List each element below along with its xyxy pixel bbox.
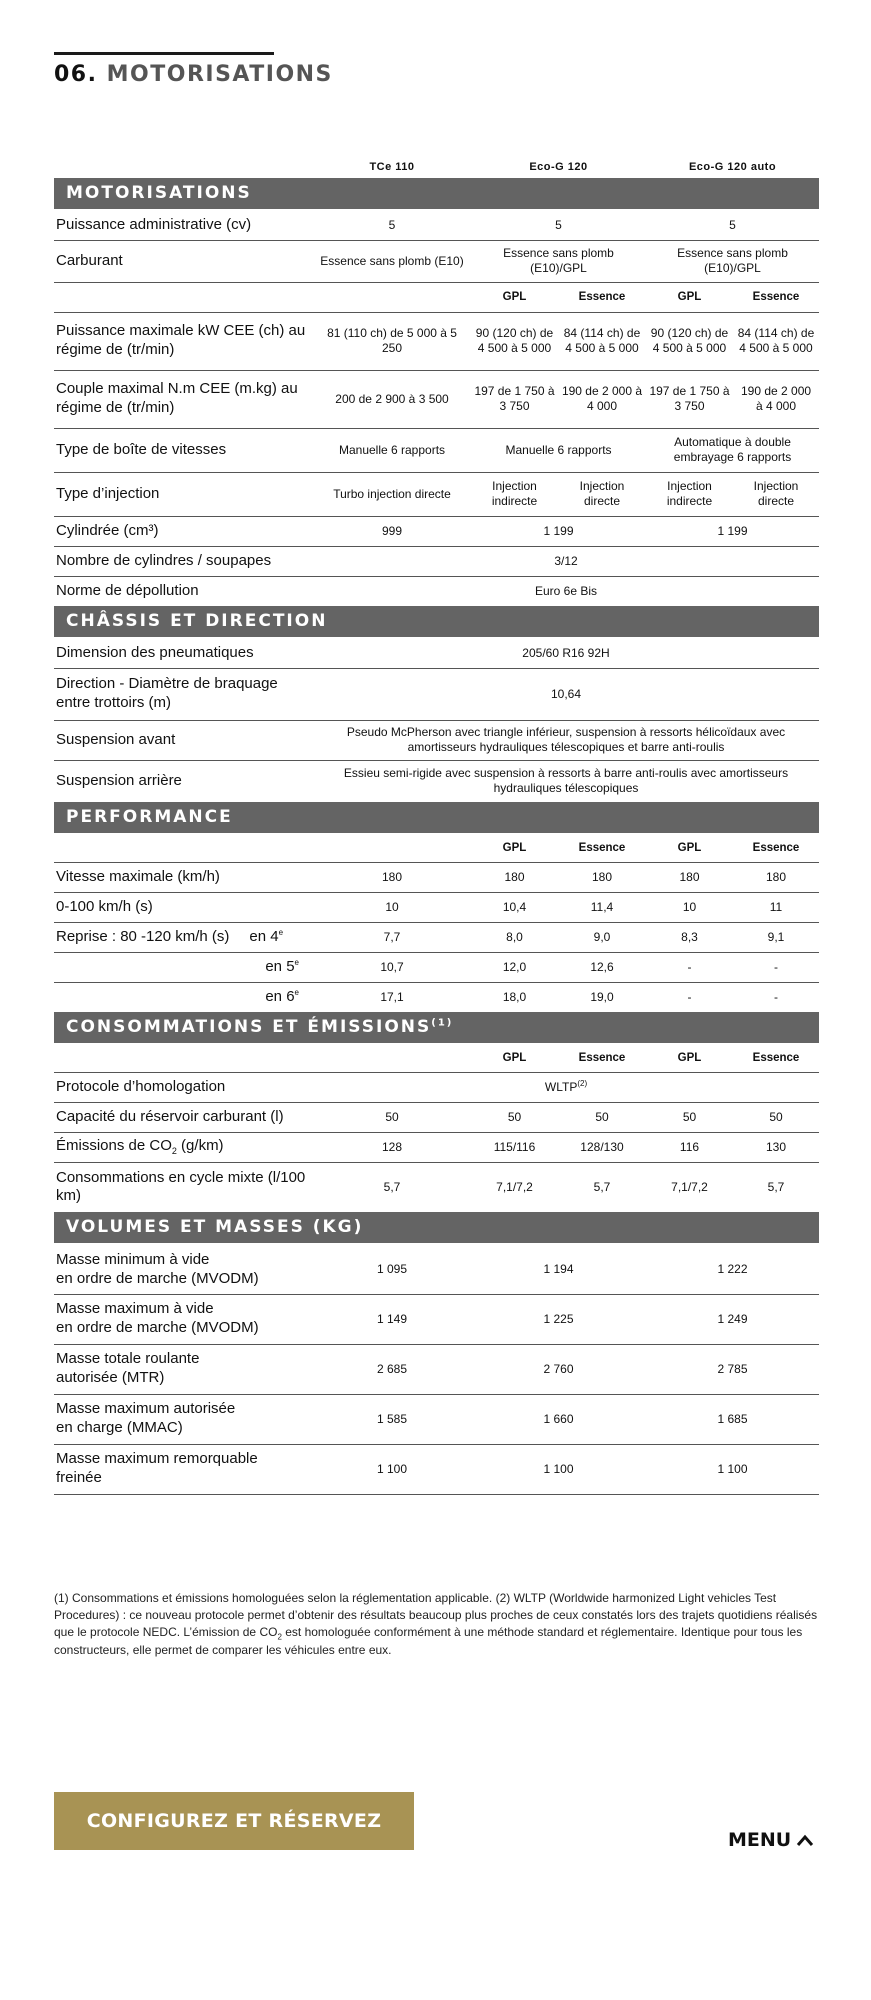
row-protocole: Protocole d’homologation WLTP$^{(2)}$ [54, 1072, 819, 1102]
row-puissance-administrative: Puissance administrative (cv) 5 5 5 [54, 210, 819, 240]
row-acceleration: 0-100 km/h (s) 10 10,4 11,4 10 11 [54, 892, 819, 922]
row-label: Direction - Diamètre de braquage entre trottoirs (m) [54, 668, 313, 720]
row-label: Consommations en cycle mixte (l/100 km) [56, 1168, 306, 1205]
row-masse-max-vide: Masse maximum à vide en ordre de marche (MVODM) 1 149 1 225 1 249 [54, 1294, 819, 1344]
row-label: Suspension avant [54, 720, 313, 760]
row-label: Masse maximum à vide en ordre de marche (MVODM) [54, 1294, 313, 1344]
row-mmac: Masse maximum autorisée en charge (MMAC) 1 585 1 660 1 685 [54, 1394, 819, 1444]
row-reprise-6e: en 6e 17,1 18,0 19,0 - - [54, 982, 819, 1012]
row-carburant: Carburant Essence sans plomb (E10) Essence sans plomb (E10)/GPL Essence sans plomb (E10)/GPL [54, 240, 819, 282]
row-label: en 6e [265, 987, 299, 1005]
row-label: Masse minimum à vide en ordre de marche (MVODM) [54, 1244, 313, 1294]
specs-table [54, 158, 819, 1495]
row-masse-remorquable: Masse maximum remorquable freinée 1 100 1 100 1 100 [54, 1444, 819, 1494]
row-mtr: Masse totale roulante autorisée (MTR) 2 685 2 760 2 785 [54, 1344, 819, 1394]
row-cylindres-soupapes: Nombre de cylindres / soupapes 3/12 [54, 546, 819, 576]
row-reservoir: Capacité du réservoir carburant (l) 50 50 50 50 50 [54, 1102, 819, 1132]
row-reprise-5e: en 5e 10,7 12,0 12,6 - - [54, 952, 819, 982]
row-direction: Direction - Diamètre de braquage entre trottoirs (m) 10,64 [54, 668, 819, 720]
chevron-up-icon [796, 1833, 814, 1847]
row-type-injection: Type d’injection Turbo injection directe Injection indirecte Injection directe Injection indirecte Injection directe [54, 472, 819, 516]
page-title [54, 62, 333, 87]
model-tce110: TCe 110 [369, 161, 415, 174]
row-couple-maximal: Couple maximal N.m CEE (m.kg) au régime de (tr/min) 200 de 2 900 à 3 500 197 de 1 750 à 3 750 190 de 2 000 à 4 000 197 de 1 750 à 3 750 190 de 2 000 à 4 000 [54, 370, 819, 428]
footnote: (1) Consommations et émissions homologuées selon la réglementation applicable. (2) WLTP (Worldwide harmonized Light vehicles Test Procedures) : ce nouveau protocole permet d’obtenir des résultats beaucoup plus proches de ceux constatés lors des trajets quotidiens réalisés que le protocole NEDC. L’émission de $CO_2$ est homologuée conformément à une méthode standard et réglementaire. Identique pour tous les constructeurs, elle permet de comparer les véhicules entre eux. [54, 1591, 818, 1658]
row-reprise-4e: Reprise : 80 -120 km/h (s) en 4e 7,7 8,0 9,0 8,3 9,1 [54, 922, 819, 952]
section-header-chassis: CHÂSSIS ET DIRECTION [54, 606, 819, 638]
row-label: Masse totale roulante autorisée (MTR) [54, 1344, 313, 1394]
row-vitesse-maximale: Vitesse maximale (km/h) 180 180 180 180 180 [54, 862, 819, 892]
fuel-subheader-row: GPL Essence GPL Essence [54, 282, 819, 312]
model-ecog120: Eco-G 120 [529, 161, 588, 174]
row-label: Protocole d’homologation [54, 1072, 313, 1102]
configure-reserve-button[interactable]: CONFIGUREZ ET RÉSERVEZ [54, 1792, 414, 1850]
row-suspension-arriere: Suspension arrière Essieu semi-rigide avec suspension à ressorts à barre anti-roulis avec amortisseurs hydrauliques télescopiques [54, 760, 819, 802]
row-label: Carburant [54, 240, 313, 282]
row-cylindree: Cylindrée (cm³) 999 1 199 1 199 [54, 516, 819, 546]
row-label: 0-100 km/h (s) [54, 892, 313, 922]
title-rule [54, 52, 274, 55]
row-masse-min-vide: Masse minimum à vide en ordre de marche (MVODM) 1 095 1 194 1 222 [54, 1244, 819, 1294]
row-boite-vitesses: Type de boîte de vitesses Manuelle 6 rapports Manuelle 6 rapports Automatique à double embrayage 6 rapports [54, 428, 819, 472]
row-label: Cylindrée (cm³) [54, 516, 313, 546]
row-label: Puissance maximale kW CEE (ch) au régime de (tr/min) [54, 312, 313, 370]
row-label: Couple maximal N.m CEE (m.kg) au régime de (tr/min) [54, 370, 313, 428]
row-label: Émissions de $CO_2$ (g/km) [54, 1132, 313, 1162]
menu-label: MENU [728, 1829, 792, 1851]
model-ecog120-auto: Eco-G 120 auto [688, 161, 777, 174]
section-header-volumes: VOLUMES ET MASSES (KG) [54, 1212, 819, 1244]
row-emissions-co2: Émissions de $CO_2$ (g/km) 128 115/116 128/130 116 130 [54, 1132, 819, 1162]
row-label: Suspension arrière [56, 771, 182, 789]
row-label: Vitesse maximale (km/h) [54, 862, 313, 892]
section-header-performance: PERFORMANCE [54, 802, 819, 834]
row-label: Capacité du réservoir carburant (l) [54, 1102, 313, 1132]
row-label: Type d’injection [54, 472, 313, 516]
row-conso-mixte: Consommations en cycle mixte (l/100 km) 5,7 7,1/7,2 5,7 7,1/7,2 5,7 [54, 1162, 819, 1212]
row-label: Masse maximum autorisée en charge (MMAC) [54, 1394, 313, 1444]
section-header-consommations: CONSOMMATIONS ET ÉMISSIONS$^{(1)}$ [54, 1012, 819, 1044]
section-title: MOTORISATIONS [106, 62, 333, 87]
row-label: en 5e [54, 952, 313, 982]
row-pneumatiques: Dimension des pneumatiques 205/60 R16 92H [54, 638, 819, 668]
row-label: Dimension des pneumatiques [54, 638, 313, 668]
fuel-subheader-row: GPL Essence GPL Essence [54, 1044, 819, 1072]
fuel-subheader-row: GPL Essence GPL Essence [54, 834, 819, 862]
row-label: Reprise : 80 -120 km/h (s) en 4e [54, 922, 313, 952]
row-puissance-maximale: Puissance maximale kW CEE (ch) au régime de (tr/min) 81 (110 ch) de 5 000 à 5 250 90 (120 ch) de 4 500 à 5 000 84 (114 ch) de 4 500 à 5 000 90 (120 ch) de 4 500 à 5 000 84 (114 ch) de 4 500 à 5 000 [54, 312, 819, 370]
model-header-row [54, 158, 819, 178]
row-suspension-avant: Suspension avant Pseudo McPherson avec triangle inférieur, suspension à ressorts hélicoïdaux avec amortisseurs hydrauliques télescopiques et barre anti-roulis [54, 720, 819, 760]
row-label: Puissance administrative (cv) [54, 210, 313, 240]
section-number: 06. [54, 62, 98, 87]
row-label: Nombre de cylindres / soupapes [54, 546, 313, 576]
row-label: Type de boîte de vitesses [54, 428, 313, 472]
section-header-motorisations: MOTORISATIONS [54, 178, 819, 210]
row-label: Norme de dépollution [56, 581, 199, 599]
row-norme-depollution: Norme de dépollution Euro 6e Bis [54, 576, 819, 606]
menu-button[interactable] [728, 1829, 814, 1851]
row-label: Masse maximum remorquable freinée [54, 1444, 313, 1494]
